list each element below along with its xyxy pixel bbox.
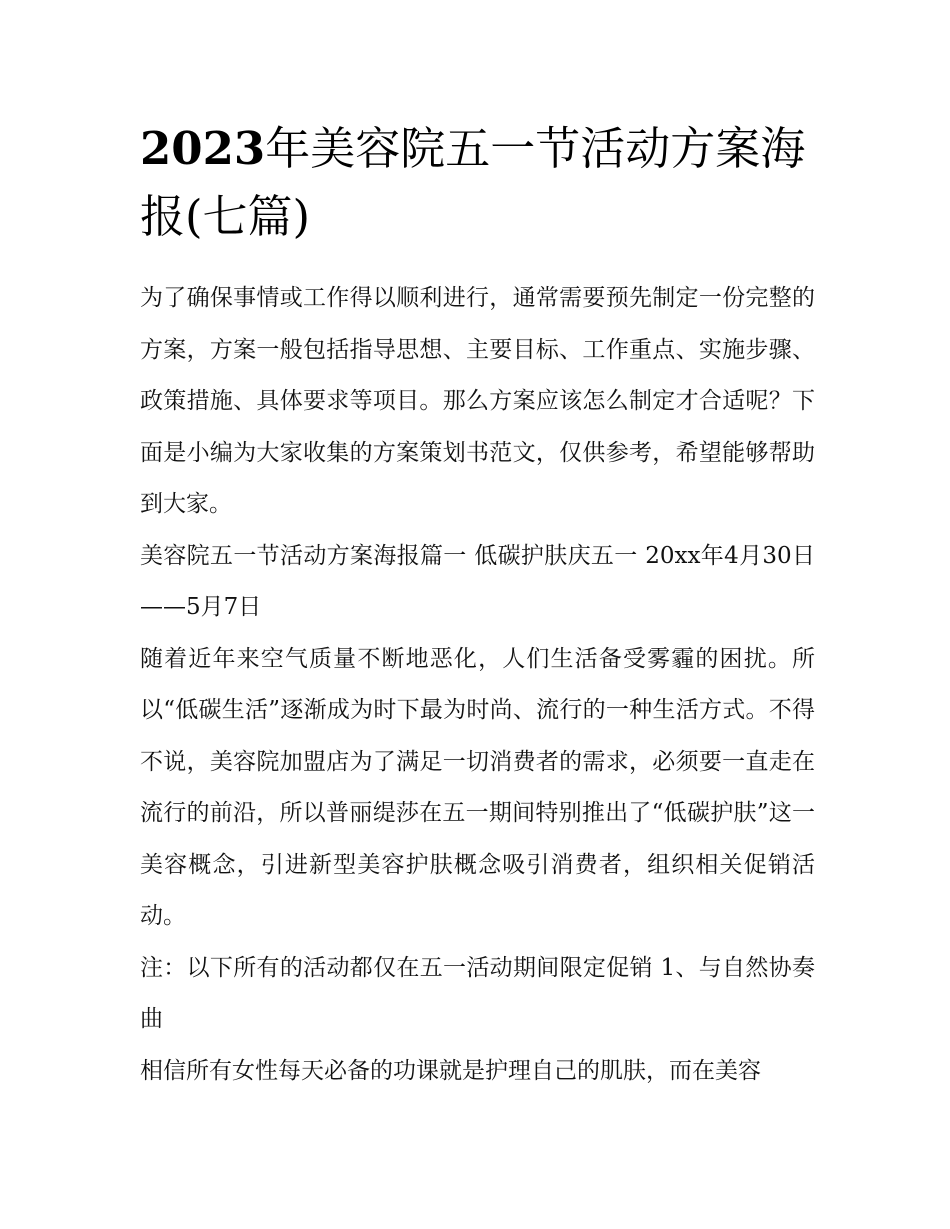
document-body (140, 115, 815, 1097)
note-paragraph: 注：以下所有的活动都仅在五一活动期间限定促销 1、与自然协奏曲 (140, 954, 815, 1032)
section-heading-paragraph: 美容院五一节活动方案海报篇一 低碳护肤庆五一 20xx年4月30日——5月7日 (140, 542, 815, 620)
body-paragraph: 相信所有女性每天必备的功课就是护理自己的肌肤，而在美容 (140, 1057, 761, 1084)
title-year: 2023 (140, 122, 266, 175)
title-text: 年美容院五一节活动方案海报(七篇) (140, 122, 806, 243)
background-paragraph: 随着近年来空气质量不断地恶化，人们生活备受雾霾的困扰。所以“低碳生活”逐渐成为时下最为时尚、流行的一种生活方式。不得不说，美容院加盟店为了满足一切消费者的需求，必须要一直走在流行的前沿，所以普丽缇莎在五一期间特别推出了“低碳护肤”这一美容概念，引进新型美容护肤概念吸引消费者，组织相关促销活动。 (140, 645, 815, 929)
intro-paragraph: 为了确保事情或工作得以顺利进行，通常需要预先制定一份完整的方案，方案一般包括指导思想、主要目标、工作重点、实施步骤、政策措施、具体要求等项目。那么方案应该怎么制定才合适呢？下面是小编为大家收集的方案策划书范文，仅供参考，希望能够帮助到大家。 (140, 285, 815, 517)
document-title (140, 115, 815, 251)
